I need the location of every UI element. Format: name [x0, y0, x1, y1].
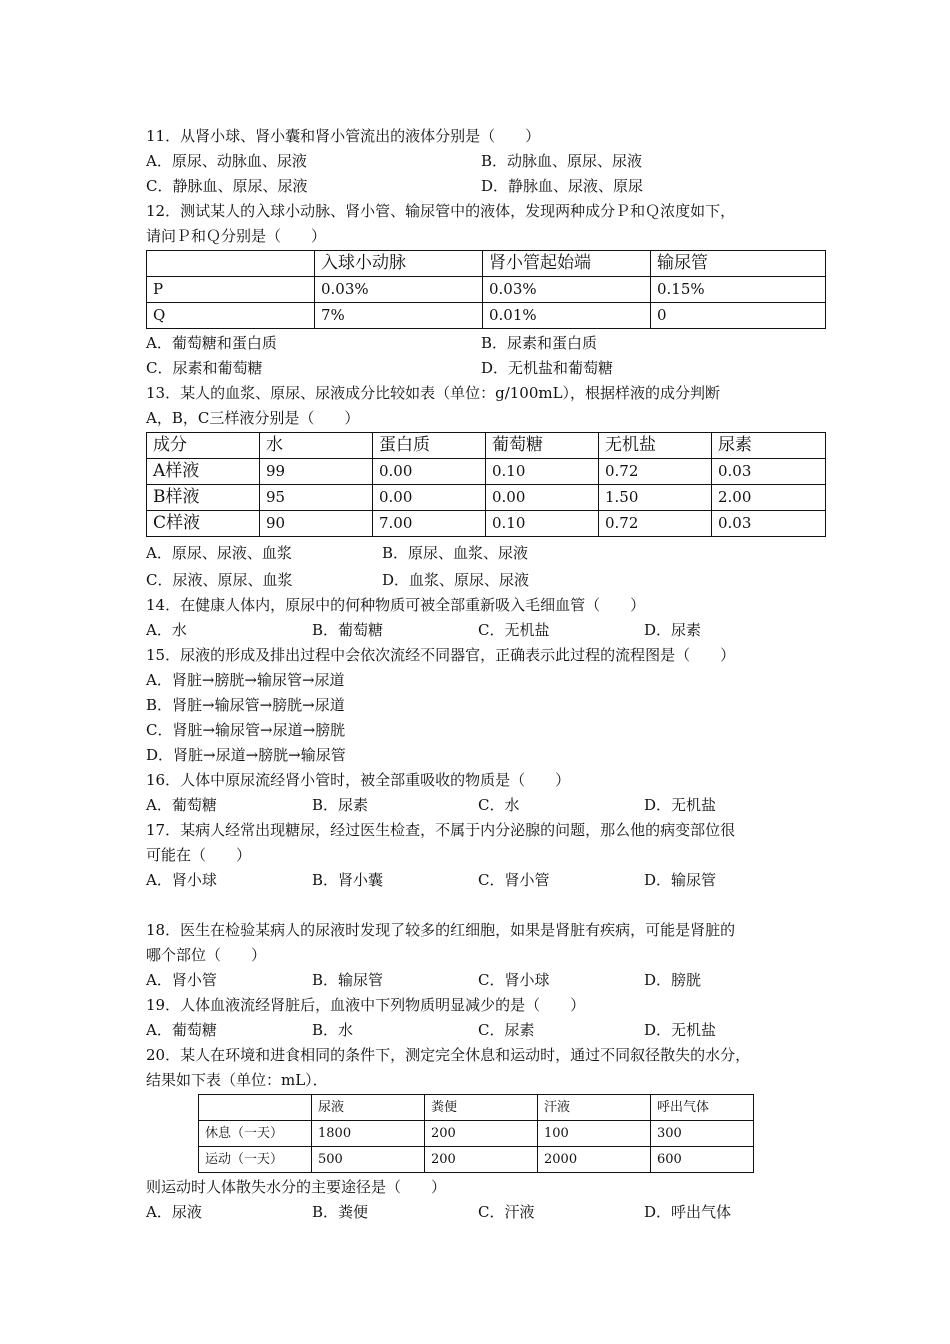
- table-cell: 粪便: [425, 1095, 538, 1121]
- question-16-stem: 16．人体中原尿流经肾小管时，被全部重吸收的物质是（ ）: [146, 771, 571, 789]
- table-cell: 0.01%: [483, 303, 651, 329]
- question-13-options: [146, 568, 836, 593]
- question-13-table: [146, 432, 826, 537]
- table-cell: 2000: [538, 1147, 651, 1173]
- question-12-stem: 12．测试某人的入球小动脉、肾小管、输尿管中的液体，发现两种成分Ｐ和Ｑ浓度如下，: [146, 202, 736, 220]
- option-d: D．输尿管: [644, 871, 717, 889]
- table-cell: 0.00: [373, 459, 486, 485]
- question-11-options: [146, 174, 836, 199]
- table-cell: 葡萄糖: [486, 433, 599, 459]
- option-d: D．无机盐和葡萄糖: [481, 359, 614, 377]
- option-c: C．汗液: [478, 1203, 535, 1221]
- option-b: B．输尿管: [312, 971, 384, 989]
- question-20-prompt: 则运动时人体散失水分的主要途径是（ ）: [146, 1178, 447, 1196]
- table-cell: 0.72: [599, 459, 712, 485]
- question-16-options: [146, 793, 836, 818]
- table-cell: 成分: [147, 433, 260, 459]
- table-cell: 0.03: [712, 511, 826, 537]
- option-a: A．原尿、动脉血、尿液: [146, 152, 307, 170]
- table-cell: 0.72: [599, 511, 712, 537]
- option-c: C．尿素和葡萄糖: [146, 359, 263, 377]
- option-a: A．水: [146, 621, 187, 639]
- option-b: B．粪便: [312, 1203, 369, 1221]
- table-cell: 95: [260, 485, 373, 511]
- question-11-stem: 11．从肾小球、肾小囊和肾小管流出的液体分别是（ ）: [146, 127, 541, 145]
- worksheet-page: [146, 124, 836, 1225]
- table-cell: 输尿管: [651, 251, 826, 277]
- option-d: D．尿素: [644, 621, 702, 639]
- option-c: C．肾脏→输尿管→尿道→膀胱: [146, 721, 346, 739]
- option-c: C．肾小球: [478, 971, 550, 989]
- table-cell: 600: [651, 1147, 754, 1173]
- option-c: C．水: [478, 796, 520, 814]
- option-b: B．肾小囊: [312, 871, 384, 889]
- option-b: B．尿素和蛋白质: [481, 334, 598, 352]
- option-b: B．动脉血、原尿、尿液: [481, 152, 643, 170]
- table-row: [147, 303, 826, 329]
- option-b: B．葡萄糖: [312, 621, 384, 639]
- table-cell: 1800: [312, 1121, 425, 1147]
- question-17-options: [146, 868, 836, 893]
- question-19-stem: 19．人体血液流经肾脏后，血液中下列物质明显减少的是（ ）: [146, 996, 586, 1014]
- question-13-stem: 13．某人的血浆、原尿、尿液成分比较如表（单位：g/100mL），根据样液的成分判断: [146, 384, 721, 402]
- question-18-options: [146, 968, 836, 993]
- table-header-row: [147, 433, 826, 459]
- question-12-options: [146, 356, 836, 381]
- option-a: A．尿液: [146, 1203, 202, 1221]
- question-19-options: [146, 1018, 836, 1043]
- table-row: [147, 511, 826, 537]
- question-17-stem-cont: 可能在（ ）: [146, 846, 252, 864]
- question-12-table: [146, 250, 826, 329]
- option-a: A．葡萄糖: [146, 796, 217, 814]
- table-cell: 7%: [315, 303, 483, 329]
- table-cell: 0.00: [486, 485, 599, 511]
- option-c: C．尿液、原尿、血浆: [146, 571, 293, 589]
- table-cell: 1.50: [599, 485, 712, 511]
- table-cell: 无机盐: [599, 433, 712, 459]
- option-d: D．肾脏→尿道→膀胱→输尿管: [146, 746, 346, 764]
- table-cell: 0.03%: [315, 277, 483, 303]
- table-cell: 2.00: [712, 485, 826, 511]
- option-a: A．肾脏→膀胱→输尿管→尿道: [146, 671, 345, 689]
- table-cell: 500: [312, 1147, 425, 1173]
- question-13-stem-cont: A，B，C三样液分别是（ ）: [146, 409, 360, 427]
- table-cell: 水: [260, 433, 373, 459]
- table-cell: 7.00: [373, 511, 486, 537]
- option-a: A．葡萄糖和蛋白质: [146, 334, 277, 352]
- table-cell: [199, 1095, 312, 1121]
- table-row: [147, 277, 826, 303]
- table-cell: 0.03%: [483, 277, 651, 303]
- question-12-stem-cont: 请问Ｐ和Ｑ分别是（ ）: [146, 227, 327, 245]
- table-cell: 休息（一天）: [199, 1121, 312, 1147]
- table-cell: B样液: [147, 485, 260, 511]
- table-cell: 200: [425, 1121, 538, 1147]
- table-cell: 0.10: [486, 511, 599, 537]
- question-20-options: [146, 1200, 836, 1225]
- question-12-options: [146, 331, 836, 356]
- option-c: C．肾小管: [478, 871, 550, 889]
- option-a: A．葡萄糖: [146, 1021, 217, 1039]
- question-11-options: [146, 149, 836, 174]
- option-b: B．尿素: [312, 796, 369, 814]
- table-row: [199, 1147, 754, 1173]
- option-c: C．无机盐: [478, 621, 550, 639]
- table-header-row: [199, 1095, 754, 1121]
- table-cell: Q: [147, 303, 315, 329]
- option-b: B．肾脏→输尿管→膀胱→尿道: [146, 696, 345, 714]
- question-17-stem: 17．某病人经常出现糖尿，经过医生检查，不属于内分泌腺的问题，那么他的病变部位很: [146, 821, 736, 839]
- table-cell: 运动（一天）: [199, 1147, 312, 1173]
- table-cell: A样液: [147, 459, 260, 485]
- question-18-stem: 18．医生在检验某病人的尿液时发现了较多的红细胞，如果是肾脏有疾病，可能是肾脏的: [146, 921, 736, 939]
- table-row: [147, 459, 826, 485]
- option-a: A．肾小球: [146, 871, 217, 889]
- question-15-stem: 15．尿液的形成及排出过程中会依次流经不同器官，正确表示此过程的流程图是（ ）: [146, 646, 736, 664]
- question-20-table: [198, 1094, 754, 1173]
- table-cell: 300: [651, 1121, 754, 1147]
- table-cell: 尿液: [312, 1095, 425, 1121]
- option-d: D．无机盐: [644, 1021, 717, 1039]
- question-20-stem-cont: 结果如下表（单位：mL）．: [146, 1071, 328, 1089]
- table-cell: 呼出气体: [651, 1095, 754, 1121]
- question-18-stem-cont: 哪个部位（ ）: [146, 946, 267, 964]
- question-20-stem: 20．某人在环境和进食相同的条件下，测定完全休息和运动时，通过不同叙径散失的水分，: [146, 1046, 751, 1064]
- option-d: D．血浆、原尿、尿液: [382, 571, 530, 589]
- table-header-row: [147, 251, 826, 277]
- option-d: D．膀胱: [644, 971, 702, 989]
- table-cell: 入球小动脉: [315, 251, 483, 277]
- option-b: B．水: [312, 1021, 354, 1039]
- table-cell: 肾小管起始端: [483, 251, 651, 277]
- table-cell: 0.10: [486, 459, 599, 485]
- question-14-options: [146, 618, 836, 643]
- option-d: D．静脉血、尿液、原尿: [481, 177, 644, 195]
- option-d: D．呼出气体: [644, 1203, 732, 1221]
- question-14-stem: 14．在健康人体内，原尿中的何种物质可被全部重新吸入毛细血管（ ）: [146, 596, 646, 614]
- table-cell: 200: [425, 1147, 538, 1173]
- table-row: [199, 1121, 754, 1147]
- table-cell: 汗液: [538, 1095, 651, 1121]
- option-c: C．静脉血、原尿、尿液: [146, 177, 308, 195]
- table-cell: C样液: [147, 511, 260, 537]
- option-b: B．原尿、血浆、尿液: [382, 544, 529, 562]
- table-row: [147, 485, 826, 511]
- option-a: A．原尿、尿液、血浆: [146, 544, 292, 562]
- option-c: C．尿素: [478, 1021, 535, 1039]
- table-cell: [147, 251, 315, 277]
- question-13-options: [146, 541, 836, 568]
- table-cell: 99: [260, 459, 373, 485]
- table-cell: 0: [651, 303, 826, 329]
- table-cell: 100: [538, 1121, 651, 1147]
- table-cell: 蛋白质: [373, 433, 486, 459]
- table-cell: 90: [260, 511, 373, 537]
- option-a: A．肾小管: [146, 971, 217, 989]
- table-cell: 0.00: [373, 485, 486, 511]
- table-cell: 尿素: [712, 433, 826, 459]
- table-cell: P: [147, 277, 315, 303]
- table-cell: 0.15%: [651, 277, 826, 303]
- table-cell: 0.03: [712, 459, 826, 485]
- option-d: D．无机盐: [644, 796, 717, 814]
